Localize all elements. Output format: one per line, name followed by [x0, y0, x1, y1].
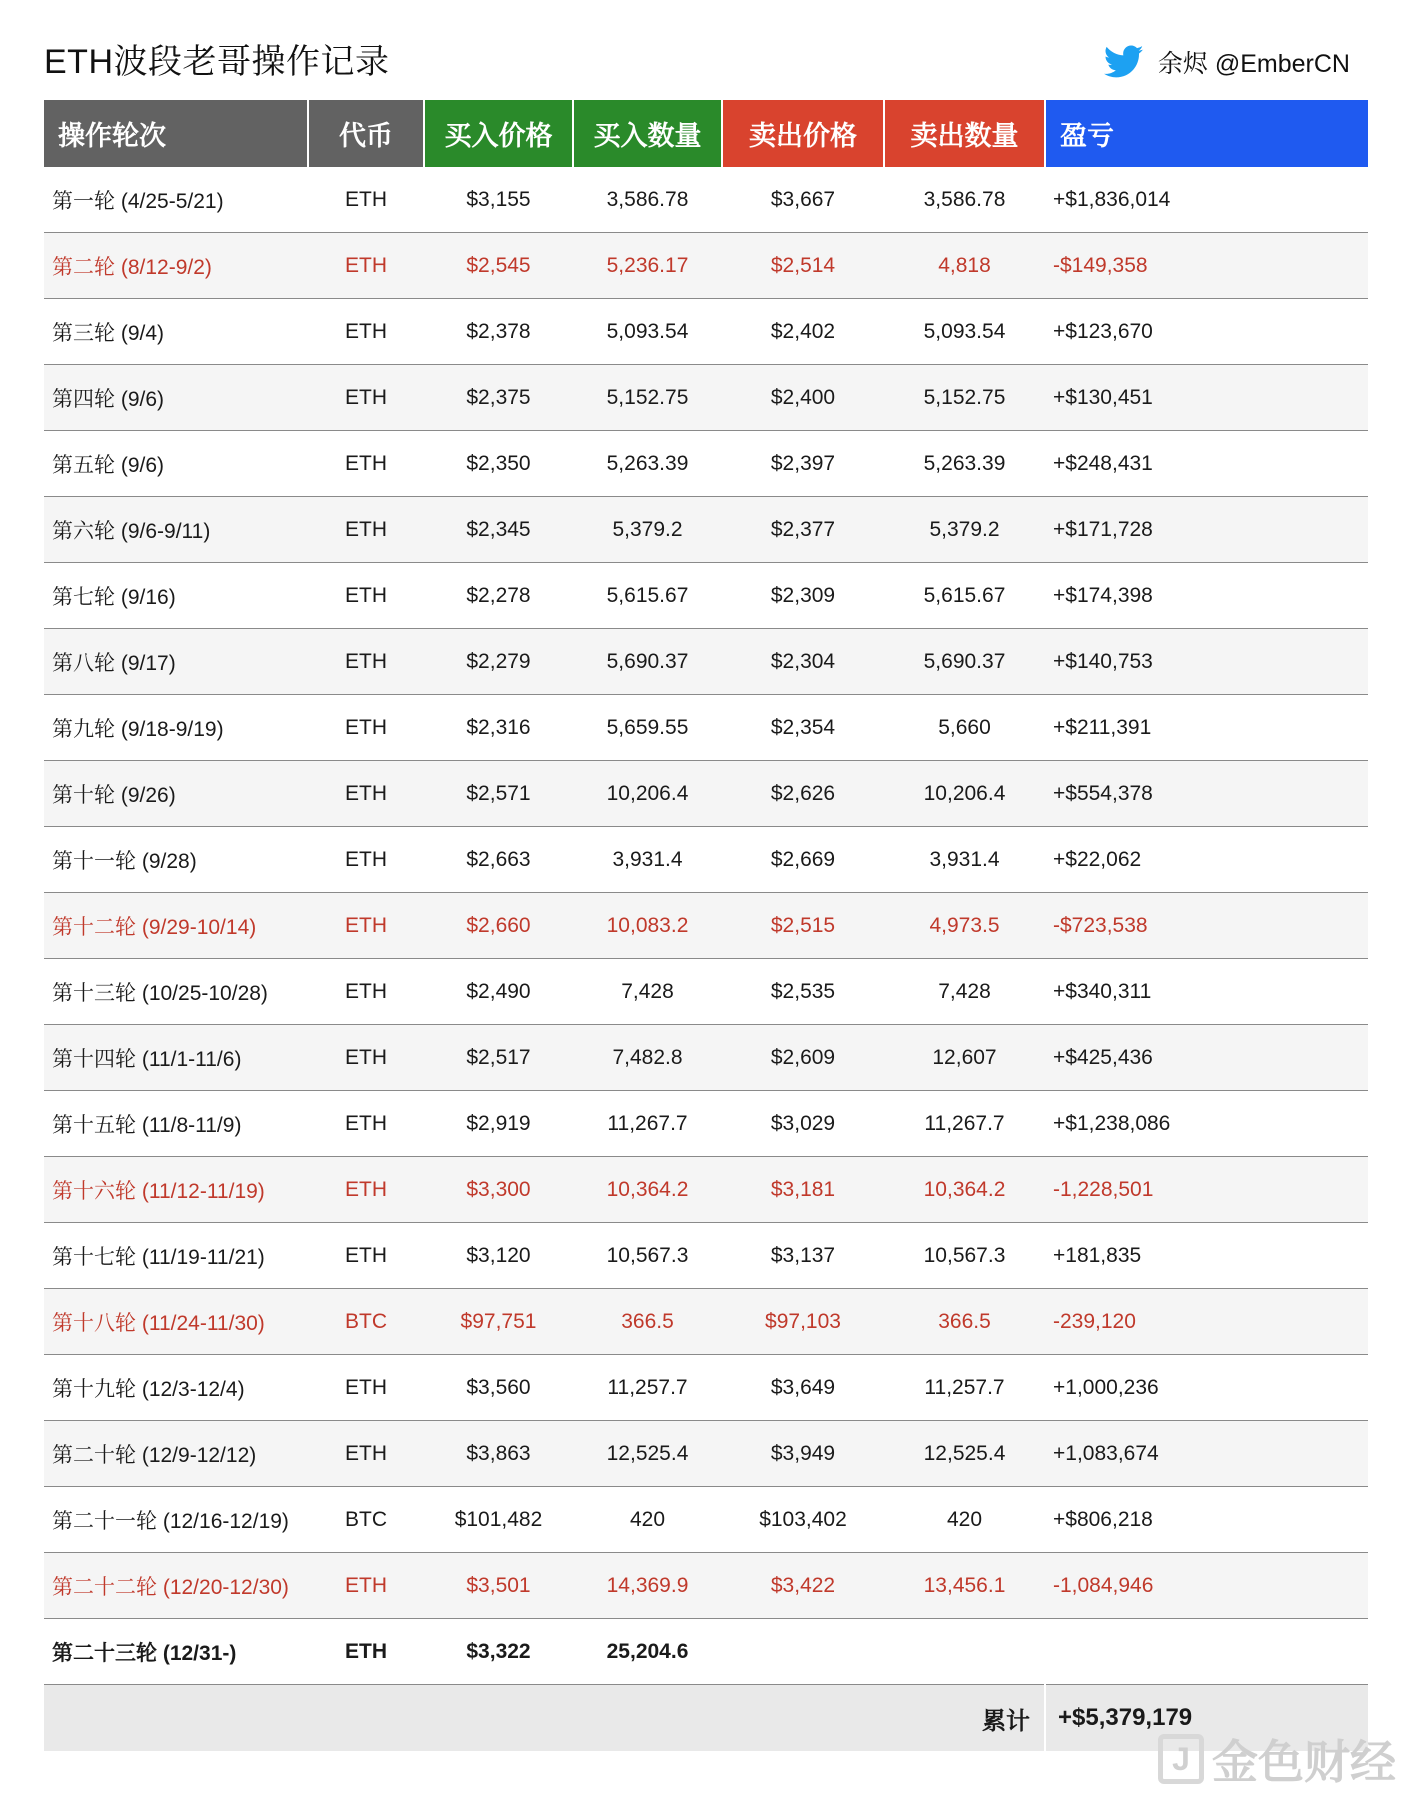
buy-price-cell: $2,375: [424, 365, 573, 431]
table-row: [44, 1355, 1368, 1421]
buy-price-cell: $2,350: [424, 431, 573, 497]
sell-price-cell: $3,029: [722, 1091, 884, 1157]
table-row: [44, 365, 1368, 431]
col-header-pnl: 盈亏: [1045, 100, 1368, 167]
watermark: [1158, 1726, 1396, 1792]
round-cell: 第四轮 (9/6): [44, 365, 308, 431]
table-row: [44, 1223, 1368, 1289]
token-cell: ETH: [308, 1553, 424, 1619]
table-row: [44, 1289, 1368, 1355]
sell-price-cell: $2,402: [722, 299, 884, 365]
buy-price-cell: $3,560: [424, 1355, 573, 1421]
sell-price-cell: $2,626: [722, 761, 884, 827]
sell-price-cell: $2,609: [722, 1025, 884, 1091]
pnl-cell: +1,000,236: [1045, 1355, 1368, 1421]
table-row: [44, 695, 1368, 761]
sell-price-cell: $2,309: [722, 563, 884, 629]
buy-qty-cell: 10,083.2: [573, 893, 722, 959]
total-label: 累计: [44, 1685, 1045, 1752]
buy-price-cell: $3,501: [424, 1553, 573, 1619]
table-row: [44, 959, 1368, 1025]
round-cell: 第七轮 (9/16): [44, 563, 308, 629]
sell-qty-cell: 5,379.2: [884, 497, 1045, 563]
sell-qty-cell: 5,615.67: [884, 563, 1045, 629]
round-cell: 第十七轮 (11/19-11/21): [44, 1223, 308, 1289]
author-credit[interactable]: [1104, 44, 1350, 80]
round-cell: 第一轮 (4/25-5/21): [44, 167, 308, 233]
round-cell: 第二十三轮 (12/31-): [44, 1619, 308, 1685]
token-cell: BTC: [308, 1487, 424, 1553]
token-cell: ETH: [308, 431, 424, 497]
buy-qty-cell: 5,615.67: [573, 563, 722, 629]
token-cell: ETH: [308, 365, 424, 431]
buy-qty-cell: 5,379.2: [573, 497, 722, 563]
sell-qty-cell: 3,931.4: [884, 827, 1045, 893]
sell-price-cell: $3,949: [722, 1421, 884, 1487]
buy-price-cell: $2,517: [424, 1025, 573, 1091]
token-cell: ETH: [308, 1619, 424, 1685]
sell-price-cell: $2,535: [722, 959, 884, 1025]
buy-qty-cell: 7,428: [573, 959, 722, 1025]
round-cell: 第十八轮 (11/24-11/30): [44, 1289, 308, 1355]
token-cell: ETH: [308, 233, 424, 299]
sell-price-cell: $3,667: [722, 167, 884, 233]
sell-qty-cell: 5,263.39: [884, 431, 1045, 497]
sell-price-cell: $2,515: [722, 893, 884, 959]
sell-qty-cell: 13,456.1: [884, 1553, 1045, 1619]
token-cell: ETH: [308, 167, 424, 233]
buy-price-cell: $2,279: [424, 629, 573, 695]
buy-qty-cell: 11,257.7: [573, 1355, 722, 1421]
sell-qty-cell: 10,206.4: [884, 761, 1045, 827]
sell-price-cell: $2,514: [722, 233, 884, 299]
buy-qty-cell: 5,093.54: [573, 299, 722, 365]
sell-price-cell: $103,402: [722, 1487, 884, 1553]
table-row: [44, 629, 1368, 695]
sell-qty-cell: 10,567.3: [884, 1223, 1045, 1289]
buy-price-cell: $3,120: [424, 1223, 573, 1289]
round-cell: 第十九轮 (12/3-12/4): [44, 1355, 308, 1421]
sell-price-cell: [722, 1619, 884, 1685]
sell-price-cell: $97,103: [722, 1289, 884, 1355]
sell-qty-cell: 11,267.7: [884, 1091, 1045, 1157]
buy-qty-cell: 420: [573, 1487, 722, 1553]
buy-price-cell: $3,300: [424, 1157, 573, 1223]
buy-price-cell: $101,482: [424, 1487, 573, 1553]
buy-qty-cell: 366.5: [573, 1289, 722, 1355]
col-header-round: 操作轮次: [44, 100, 308, 167]
pnl-cell: -1,084,946: [1045, 1553, 1368, 1619]
table-row: [44, 1025, 1368, 1091]
token-cell: ETH: [308, 827, 424, 893]
page-title: ETH波段老哥操作记录: [44, 43, 390, 81]
sell-qty-cell: 366.5: [884, 1289, 1045, 1355]
buy-price-cell: $2,345: [424, 497, 573, 563]
table-row: [44, 497, 1368, 563]
table-row: [44, 1421, 1368, 1487]
buy-price-cell: $2,919: [424, 1091, 573, 1157]
jinse-logo-icon: J: [1158, 1734, 1204, 1784]
twitter-bird-icon: [1104, 45, 1144, 79]
buy-qty-cell: 14,369.9: [573, 1553, 722, 1619]
pnl-cell: +$1,238,086: [1045, 1091, 1368, 1157]
watermark-text: 金色财经: [1212, 1736, 1396, 1788]
table-row: [44, 1619, 1368, 1685]
table-row: [44, 1553, 1368, 1619]
buy-price-cell: $2,278: [424, 563, 573, 629]
buy-qty-cell: 5,236.17: [573, 233, 722, 299]
table-row: [44, 233, 1368, 299]
table-row: [44, 761, 1368, 827]
round-cell: 第三轮 (9/4): [44, 299, 308, 365]
table-row: [44, 1157, 1368, 1223]
token-cell: ETH: [308, 1355, 424, 1421]
pnl-cell: +$1,836,014: [1045, 167, 1368, 233]
total-value: +$5,379,179: [1045, 1685, 1368, 1752]
sell-qty-cell: 5,152.75: [884, 365, 1045, 431]
token-cell: ETH: [308, 1223, 424, 1289]
buy-qty-cell: 10,364.2: [573, 1157, 722, 1223]
buy-qty-cell: 3,931.4: [573, 827, 722, 893]
sell-price-cell: $3,181: [722, 1157, 884, 1223]
buy-qty-cell: 25,204.6: [573, 1619, 722, 1685]
round-cell: 第二十一轮 (12/16-12/19): [44, 1487, 308, 1553]
token-cell: ETH: [308, 959, 424, 1025]
buy-qty-cell: 12,525.4: [573, 1421, 722, 1487]
sell-qty-cell: 11,257.7: [884, 1355, 1045, 1421]
round-cell: 第十四轮 (11/1-11/6): [44, 1025, 308, 1091]
buy-qty-cell: 5,263.39: [573, 431, 722, 497]
buy-price-cell: $2,378: [424, 299, 573, 365]
sell-price-cell: $3,649: [722, 1355, 884, 1421]
sell-price-cell: $3,422: [722, 1553, 884, 1619]
table-row: [44, 893, 1368, 959]
pnl-cell: +181,835: [1045, 1223, 1368, 1289]
table-row: [44, 431, 1368, 497]
round-cell: 第二十轮 (12/9-12/12): [44, 1421, 308, 1487]
pnl-cell: -$149,358: [1045, 233, 1368, 299]
buy-price-cell: $97,751: [424, 1289, 573, 1355]
buy-qty-cell: 5,659.55: [573, 695, 722, 761]
table-row: [44, 1487, 1368, 1553]
sell-price-cell: $3,137: [722, 1223, 884, 1289]
sell-qty-cell: 12,607: [884, 1025, 1045, 1091]
col-header-buy-qty: 买入数量: [573, 100, 722, 167]
token-cell: ETH: [308, 629, 424, 695]
pnl-cell: +$174,398: [1045, 563, 1368, 629]
token-cell: ETH: [308, 695, 424, 761]
table-header: [44, 100, 1368, 167]
round-cell: 第十二轮 (9/29-10/14): [44, 893, 308, 959]
token-cell: BTC: [308, 1289, 424, 1355]
pnl-cell: +$171,728: [1045, 497, 1368, 563]
round-cell: 第十三轮 (10/25-10/28): [44, 959, 308, 1025]
sell-qty-cell: 5,093.54: [884, 299, 1045, 365]
sell-qty-cell: 3,586.78: [884, 167, 1045, 233]
pnl-cell: -1,228,501: [1045, 1157, 1368, 1223]
sell-price-cell: $2,669: [722, 827, 884, 893]
round-cell: 第九轮 (9/18-9/19): [44, 695, 308, 761]
table-row: [44, 563, 1368, 629]
sell-qty-cell: 10,364.2: [884, 1157, 1045, 1223]
pnl-cell: -239,120: [1045, 1289, 1368, 1355]
col-header-token: 代币: [308, 100, 424, 167]
round-cell: 第五轮 (9/6): [44, 431, 308, 497]
pnl-cell: +$130,451: [1045, 365, 1368, 431]
pnl-cell: +$425,436: [1045, 1025, 1368, 1091]
token-cell: ETH: [308, 1091, 424, 1157]
round-cell: 第二轮 (8/12-9/2): [44, 233, 308, 299]
buy-price-cell: $3,155: [424, 167, 573, 233]
pnl-cell: +$248,431: [1045, 431, 1368, 497]
pnl-cell: +$22,062: [1045, 827, 1368, 893]
round-cell: 第六轮 (9/6-9/11): [44, 497, 308, 563]
col-header-buy-price: 买入价格: [424, 100, 573, 167]
pnl-cell: -$723,538: [1045, 893, 1368, 959]
buy-price-cell: $3,322: [424, 1619, 573, 1685]
round-cell: 第十五轮 (11/8-11/9): [44, 1091, 308, 1157]
sell-price-cell: $2,354: [722, 695, 884, 761]
sell-qty-cell: 5,660: [884, 695, 1045, 761]
col-header-sell-price: 卖出价格: [722, 100, 884, 167]
pnl-cell: +$211,391: [1045, 695, 1368, 761]
buy-qty-cell: 10,567.3: [573, 1223, 722, 1289]
buy-price-cell: $2,571: [424, 761, 573, 827]
sell-qty-cell: 5,690.37: [884, 629, 1045, 695]
token-cell: ETH: [308, 1025, 424, 1091]
pnl-cell: +$140,753: [1045, 629, 1368, 695]
trade-table: [44, 100, 1368, 1751]
round-cell: 第十六轮 (11/12-11/19): [44, 1157, 308, 1223]
buy-price-cell: $3,863: [424, 1421, 573, 1487]
buy-qty-cell: 5,152.75: [573, 365, 722, 431]
buy-price-cell: $2,663: [424, 827, 573, 893]
buy-qty-cell: 10,206.4: [573, 761, 722, 827]
col-header-sell-qty: 卖出数量: [884, 100, 1045, 167]
buy-price-cell: $2,545: [424, 233, 573, 299]
buy-qty-cell: 3,586.78: [573, 167, 722, 233]
sell-price-cell: $2,304: [722, 629, 884, 695]
table-row: [44, 299, 1368, 365]
sell-qty-cell: 4,973.5: [884, 893, 1045, 959]
round-cell: 第十轮 (9/26): [44, 761, 308, 827]
table-row: [44, 167, 1368, 233]
pnl-cell: [1045, 1619, 1368, 1685]
buy-qty-cell: 7,482.8: [573, 1025, 722, 1091]
pnl-cell: +$340,311: [1045, 959, 1368, 1025]
sell-qty-cell: [884, 1619, 1045, 1685]
token-cell: ETH: [308, 1421, 424, 1487]
credit-text: 余烬 @EmberCN: [1157, 50, 1350, 78]
pnl-cell: +$554,378: [1045, 761, 1368, 827]
table-row: [44, 1091, 1368, 1157]
table-row: [44, 827, 1368, 893]
sell-qty-cell: 420: [884, 1487, 1045, 1553]
sell-price-cell: $2,400: [722, 365, 884, 431]
sell-qty-cell: 4,818: [884, 233, 1045, 299]
sell-qty-cell: 12,525.4: [884, 1421, 1045, 1487]
token-cell: ETH: [308, 893, 424, 959]
token-cell: ETH: [308, 563, 424, 629]
token-cell: ETH: [308, 299, 424, 365]
round-cell: 第十一轮 (9/28): [44, 827, 308, 893]
round-cell: 第二十二轮 (12/20-12/30): [44, 1553, 308, 1619]
buy-price-cell: $2,490: [424, 959, 573, 1025]
token-cell: ETH: [308, 1157, 424, 1223]
buy-price-cell: $2,660: [424, 893, 573, 959]
token-cell: ETH: [308, 761, 424, 827]
buy-qty-cell: 5,690.37: [573, 629, 722, 695]
buy-price-cell: $2,316: [424, 695, 573, 761]
pnl-cell: +$806,218: [1045, 1487, 1368, 1553]
round-cell: 第八轮 (9/17): [44, 629, 308, 695]
pnl-cell: +1,083,674: [1045, 1421, 1368, 1487]
sell-qty-cell: 7,428: [884, 959, 1045, 1025]
pnl-cell: +$123,670: [1045, 299, 1368, 365]
token-cell: ETH: [308, 497, 424, 563]
sell-price-cell: $2,397: [722, 431, 884, 497]
buy-qty-cell: 11,267.7: [573, 1091, 722, 1157]
sell-price-cell: $2,377: [722, 497, 884, 563]
